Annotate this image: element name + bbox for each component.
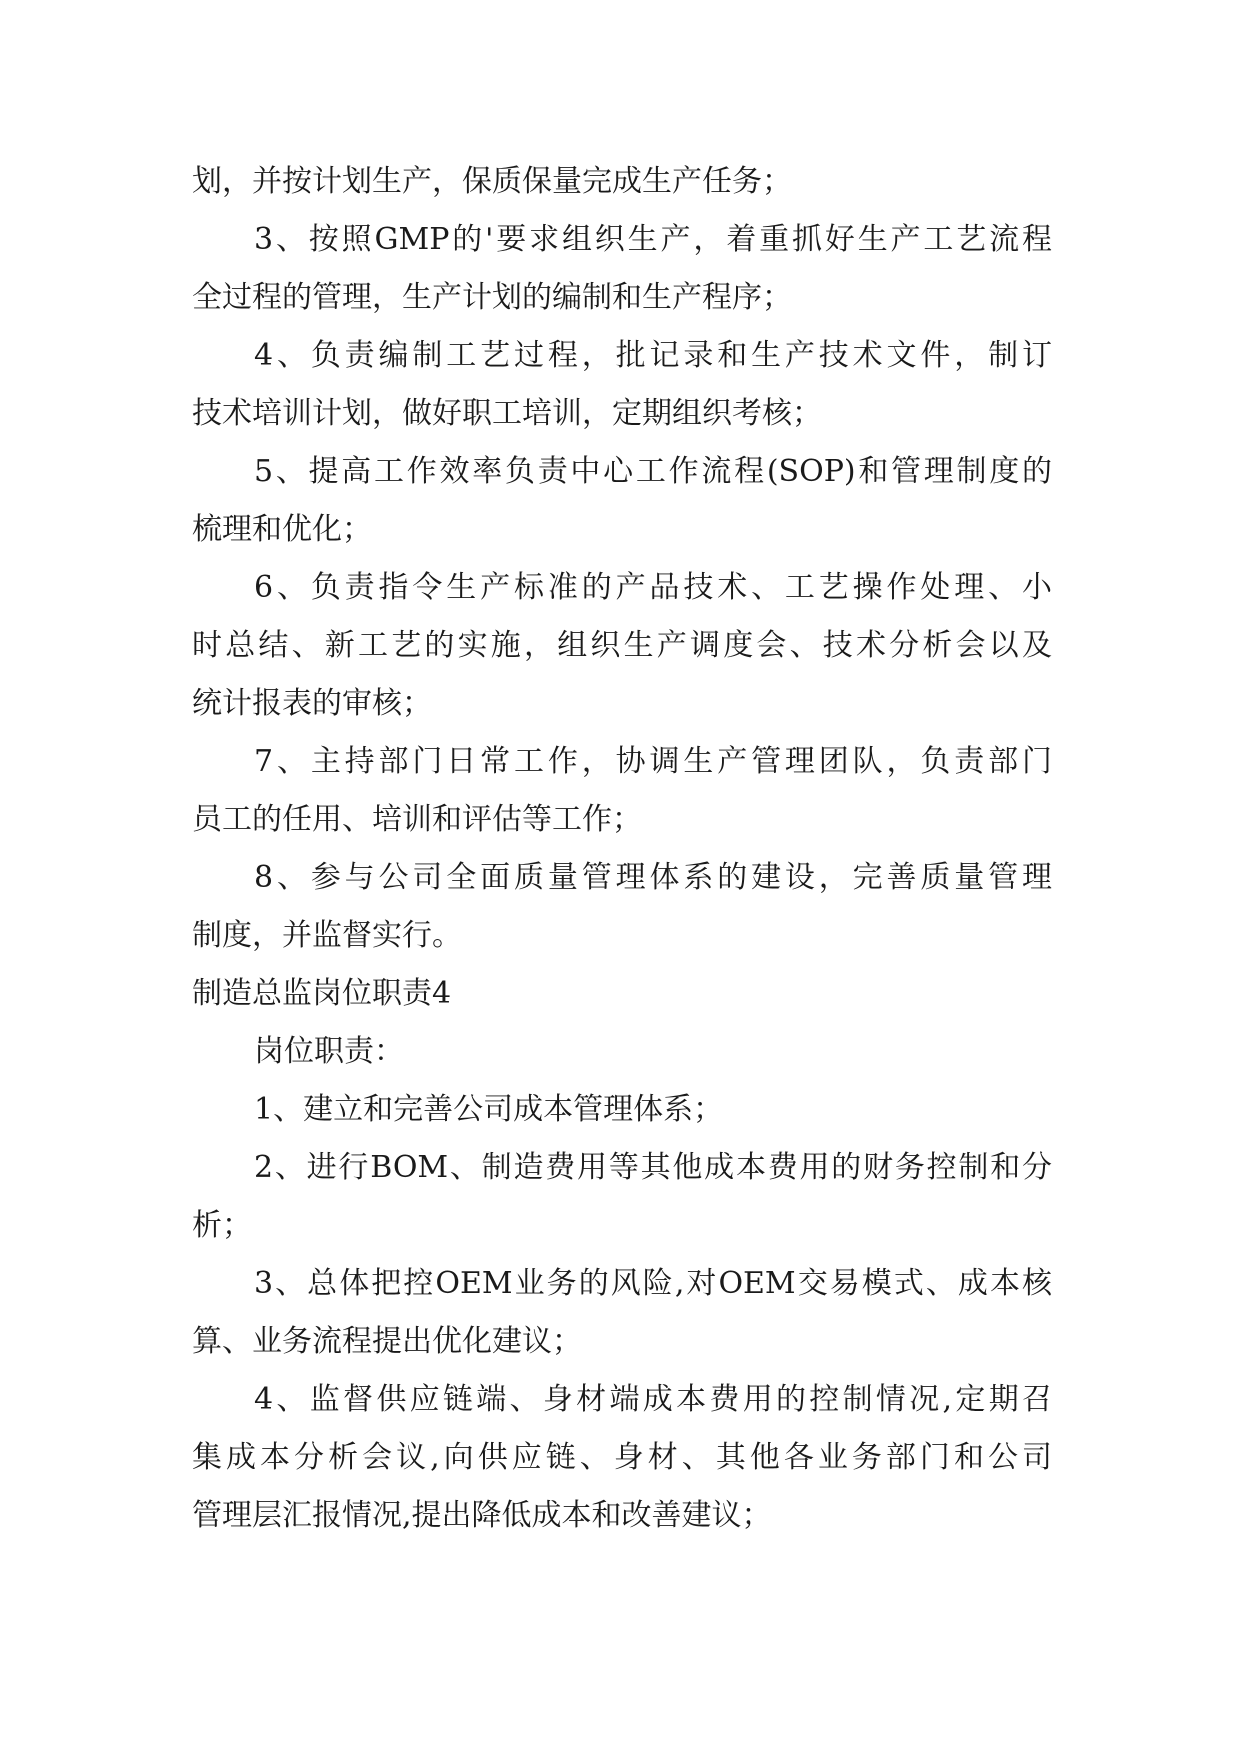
paragraph-line: 7、主持部门日常工作，协调生产管理团队，负责部门 (254, 744, 1052, 779)
paragraph-line: 技术培训计划，做好职工培训，定期组织考核； (192, 396, 822, 431)
paragraph-line: 岗位职责： (254, 1034, 404, 1069)
paragraph-line: 3、按照GMP的'要求组织生产，着重抓好生产工艺流程 (254, 222, 1052, 257)
paragraph-line: 时总结、新工艺的实施，组织生产调度会、技术分析会以及 (192, 628, 1052, 663)
paragraph-line: 8、参与公司全面质量管理体系的建设，完善质量管理 (254, 860, 1052, 895)
paragraph-line: 4、监督供应链端、身材端成本费用的控制情况,定期召 (254, 1382, 1052, 1417)
paragraph-line: 全过程的管理，生产计划的编制和生产程序； (192, 280, 792, 315)
paragraph-line: 统计报表的审核； (192, 686, 432, 721)
paragraph-line: 5、提高工作效率负责中心工作流程(SOP)和管理制度的 (254, 454, 1052, 489)
paragraph-line: 2、进行BOM、制造费用等其他成本费用的财务控制和分 (254, 1150, 1052, 1185)
paragraph-line: 划，并按计划生产，保质保量完成生产任务； (192, 164, 792, 199)
paragraph-line: 算、业务流程提出优化建议； (192, 1324, 582, 1359)
section-heading: 制造总监岗位职责4 (192, 976, 452, 1011)
paragraph-line: 管理层汇报情况,提出降低成本和改善建议； (192, 1498, 772, 1533)
paragraph-line: 梳理和优化； (192, 512, 372, 547)
paragraph-line: 析； (192, 1208, 252, 1243)
paragraph-line: 3、总体把控OEM业务的风险,对OEM交易模式、成本核 (254, 1266, 1052, 1301)
paragraph-line: 4、负责编制工艺过程，批记录和生产技术文件，制订 (254, 338, 1052, 373)
paragraph-line: 6、负责指令生产标准的产品技术、工艺操作处理、小 (254, 570, 1052, 605)
paragraph-line: 1、建立和完善公司成本管理体系； (254, 1092, 724, 1127)
paragraph-line: 集成本分析会议,向供应链、身材、其他各业务部门和公司 (192, 1440, 1052, 1475)
paragraph-line: 员工的任用、培训和评估等工作； (192, 802, 642, 837)
paragraph-line: 制度，并监督实行。 (192, 918, 462, 953)
